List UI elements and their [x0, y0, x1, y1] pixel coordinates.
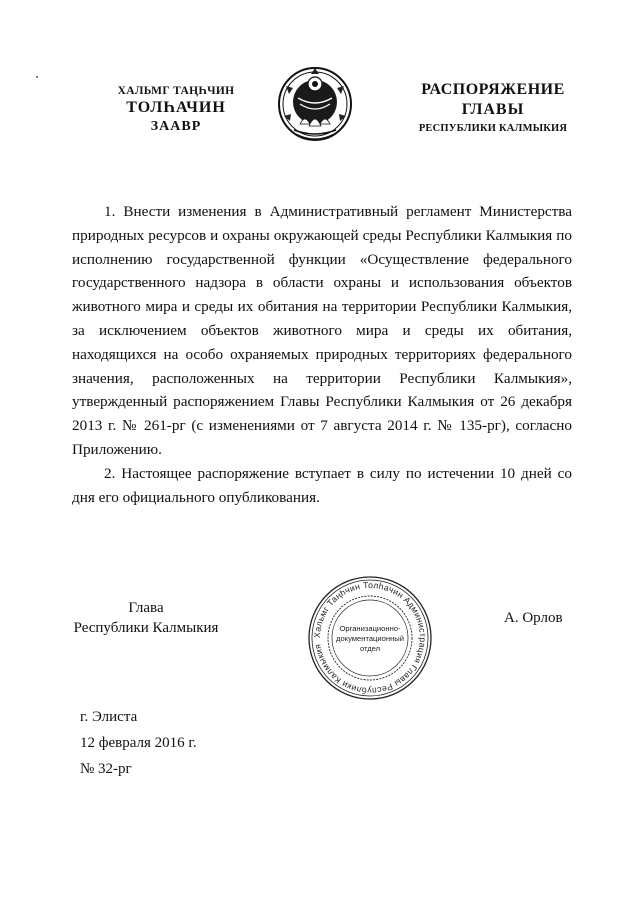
- document-number: № 32-рг: [80, 761, 132, 777]
- order-body: [72, 200, 572, 509]
- header-right-line3: РЕСПУБЛИКИ КАЛМЫКИЯ: [418, 123, 568, 134]
- header-russian-title: [398, 80, 588, 135]
- signatory-title-line2: Республики Калмыкия: [73, 620, 219, 636]
- kalmykia-coat-of-arms-icon: [276, 64, 354, 146]
- header-right-line1: РАСПОРЯЖЕНИЕ: [421, 81, 565, 98]
- signatory-name: А. Орлов: [504, 610, 563, 626]
- document-footer: [80, 704, 197, 782]
- issue-date: 12 февраля 2016 г.: [80, 735, 197, 751]
- paragraph-2: 2. Настоящее распоряжение вступает в силу по истечении 10 дней со дня его официального опубликования.: [72, 464, 572, 506]
- header-right-line2: ГЛАВЫ: [461, 101, 525, 118]
- header-left-line1: ХАЛЬМГ ТАҢҺЧИН: [117, 85, 235, 97]
- header-kalmyk-title: [96, 84, 256, 136]
- stamp-center-line2: документационный: [336, 634, 404, 643]
- header-left-line3: ЗААВР: [150, 119, 202, 135]
- paragraph-1: 1. Внести изменения в Административный регламент Министерства природных ресурсов и охраны окружающей среды Республики Калмыкия по исполнению государственной функции «Осуществление федерального государственного надзора в области охраны и использования объектов животного мира и среды их обитания на территории Республики Калмыкия, за исключением объектов животного мира и среды их обитания, находящихся на особо охраняемых природных территориях федерального значения, расположенных на территории Республики Калмыкия», утвержденный распоряжением Главы Республики Калмыкия от 26 декабря 2013 г. № 261-рг (с изменениями от 7 августа 2014 г. № 135-рг), согласно Приложению.: [72, 203, 572, 458]
- official-stamp: [306, 574, 434, 702]
- stamp-ring-text: Хальмг Таңһчин Толһачин Администрация Главы Республики Калмыкия: [311, 579, 429, 697]
- header-left-line2: ТОЛҺАЧИН: [126, 99, 226, 117]
- signatory-title-line1: Глава: [128, 600, 164, 616]
- stamp-center-line1: Организационно-: [339, 624, 401, 633]
- scan-speck: [36, 76, 38, 78]
- signatory-title: [66, 598, 226, 638]
- issue-city: г. Элиста: [80, 709, 138, 725]
- stamp-center-line3: отдел: [359, 644, 381, 653]
